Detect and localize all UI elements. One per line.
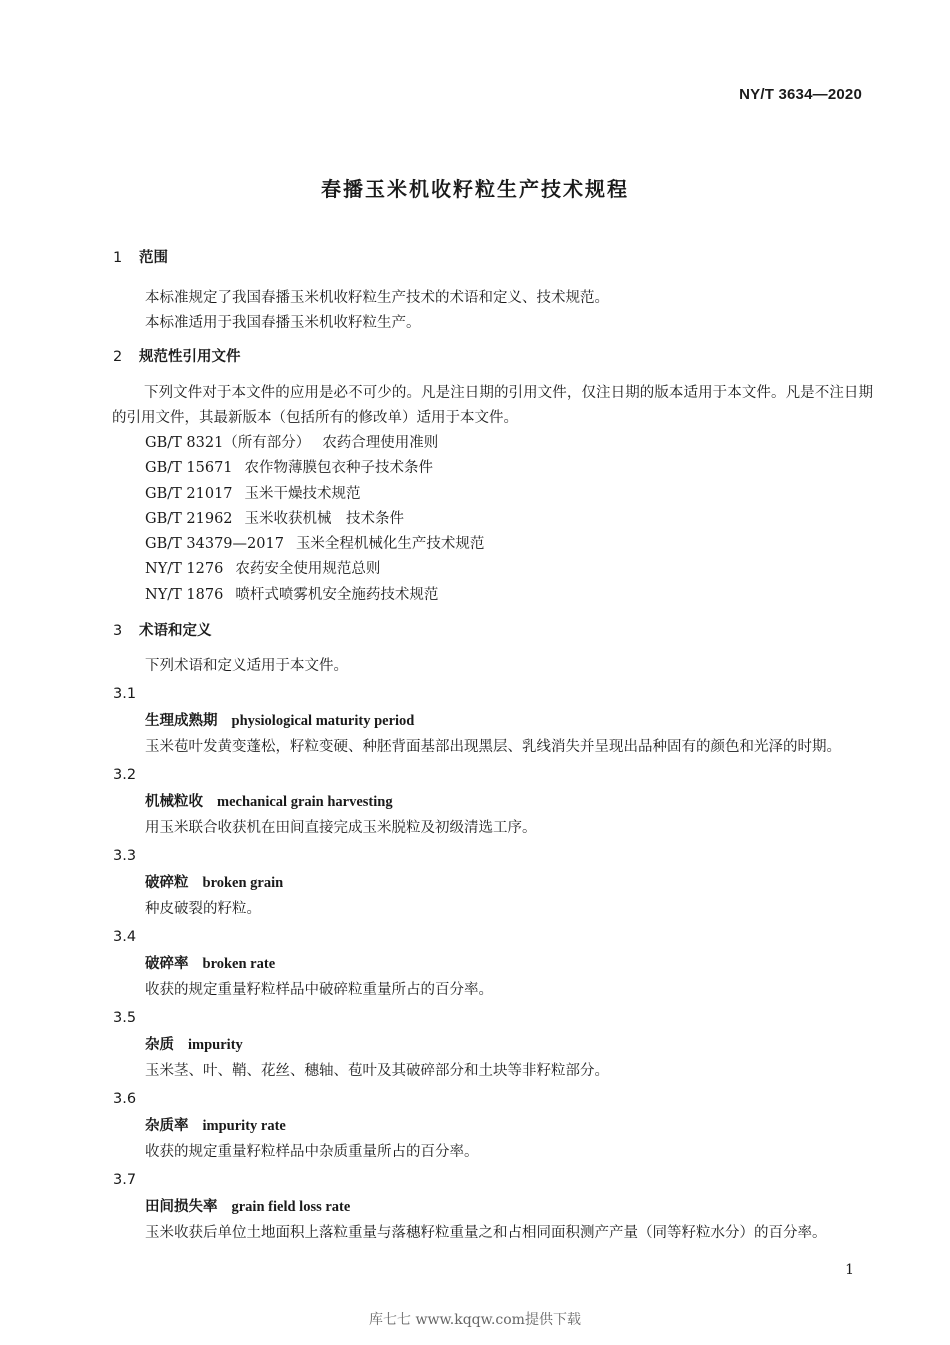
term-entry <box>113 682 873 760</box>
term-name <box>113 869 873 897</box>
reference-code: GB/T 21962 <box>145 510 233 527</box>
term-definition: 种皮破裂的籽粒。 <box>145 901 261 918</box>
section-number: 2 <box>113 349 123 365</box>
paragraph: 本标准适用于我国春播玉米机收籽粒生产。 <box>145 315 421 331</box>
section-heading-references <box>113 345 873 369</box>
document-title: 春播玉米机收籽粒生产技术规程 <box>321 177 629 201</box>
reference-item <box>113 456 873 481</box>
term-definition: 玉米收获后单位土地面积上落粒重量与落穗籽粒重量之和占相同面积测产产量（同等籽粒水分）的百分率。 <box>145 1225 827 1242</box>
term-cn: 机械粒收 <box>145 794 203 811</box>
section-number: 1 <box>113 250 123 266</box>
term-entry <box>113 1087 873 1165</box>
reference-code: GB/T 15671 <box>145 460 233 477</box>
term-definition: 用玉米联合收获机在田间直接完成玉米脱粒及初级清选工序。 <box>145 820 537 837</box>
term-number: 3.7 <box>113 1172 137 1189</box>
term-en: physiological maturity period <box>231 713 415 730</box>
term-number: 3.2 <box>113 767 137 784</box>
section-title: 范围 <box>139 250 168 266</box>
term-entry <box>113 844 873 922</box>
reference-title: 喷杆式喷雾机安全施药技术规范 <box>235 586 439 603</box>
term-number: 3.1 <box>113 686 137 703</box>
term-entry <box>113 1006 873 1084</box>
terms-intro: 下列术语和定义适用于本文件。 <box>145 658 348 675</box>
term-en: grain field loss rate <box>231 1199 351 1216</box>
section-title: 术语和定义 <box>139 623 212 640</box>
reference-list <box>113 431 873 608</box>
term-cn: 田间损失率 <box>145 1199 218 1216</box>
reference-code: NY/T 1876 <box>145 586 224 603</box>
reference-item <box>113 482 873 507</box>
reference-title: 玉米收获机械 技术条件 <box>244 510 405 527</box>
reference-item <box>113 557 873 582</box>
term-number: 3.5 <box>113 1010 137 1027</box>
term-definition: 玉米茎、叶、鞘、花丝、穗轴、苞叶及其破碎部分和土块等非籽粒部分。 <box>145 1063 609 1080</box>
term-entry <box>113 1168 873 1246</box>
reference-title: 农药合理使用准则 <box>322 435 439 451</box>
term-cn: 生理成熟期 <box>145 713 218 730</box>
reference-code: GB/T 21017 <box>145 485 233 502</box>
reference-title: 玉米干燥技术规范 <box>244 485 361 502</box>
term-number: 3.4 <box>113 929 137 946</box>
term-en: impurity rate <box>202 1118 286 1135</box>
reference-title: 农药安全使用规范总则 <box>235 561 381 578</box>
term-name <box>113 1031 873 1059</box>
reference-title: 农作物薄膜包衣种子技术条件 <box>244 460 434 477</box>
term-number: 3.6 <box>113 1091 137 1108</box>
term-definition: 收获的规定重量籽粒样品中破碎粒重量所占的百分率。 <box>145 982 493 999</box>
reference-code: GB/T 8321（所有部分） <box>145 435 311 451</box>
term-name <box>113 1112 873 1140</box>
term-entry <box>113 925 873 1003</box>
term-list <box>113 682 873 1246</box>
term-name <box>113 788 873 816</box>
download-footer: 库七七 www.kqqw.com提供下载 <box>369 1312 581 1328</box>
term-en: mechanical grain harvesting <box>217 794 393 811</box>
reference-item <box>113 583 873 608</box>
term-cn: 破碎粒 <box>145 875 189 892</box>
term-en: broken grain <box>202 875 284 892</box>
reference-code: GB/T 34379—2017 <box>145 536 284 553</box>
paragraph: 本标准规定了我国春播玉米机收籽粒生产技术的术语和定义、技术规范。 <box>145 290 609 306</box>
term-name <box>113 1193 873 1221</box>
reference-item <box>113 532 873 557</box>
term-en: broken rate <box>202 956 276 973</box>
reference-code: NY/T 1276 <box>145 561 224 578</box>
term-definition: 玉米苞叶发黄变蓬松，籽粒变硬、种胚背面基部出现黑层、乳线消失并呈现出品种固有的颜色和光泽的时期。 <box>145 739 841 756</box>
references-intro: 下列文件对于本文件的应用是必不可少的。凡是注日期的引用文件，仅注日期的版本适用于本文件。凡是不注日期的引用文件，其最新版本（包括所有的修改单）适用于本文件。 <box>112 385 873 426</box>
reference-item <box>113 431 873 456</box>
term-entry <box>113 763 873 841</box>
document-body <box>113 246 873 1246</box>
section-title: 规范性引用文件 <box>139 349 241 365</box>
page-number: 1 <box>845 1262 854 1278</box>
reference-title: 玉米全程机械化生产技术规范 <box>295 536 485 553</box>
standard-code: NY/T 3634—2020 <box>739 86 862 103</box>
term-cn: 杂质 <box>145 1037 174 1054</box>
section-heading-scope <box>113 246 873 270</box>
term-name <box>113 707 873 735</box>
section-number: 3 <box>113 623 123 640</box>
term-name <box>113 950 873 978</box>
reference-item <box>113 507 873 532</box>
term-cn: 杂质率 <box>145 1118 189 1135</box>
term-en: impurity <box>188 1037 243 1054</box>
term-cn: 破碎率 <box>145 956 189 973</box>
section-heading-terms <box>113 619 873 643</box>
term-definition: 收获的规定重量籽粒样品中杂质重量所占的百分率。 <box>145 1144 479 1161</box>
term-number: 3.3 <box>113 848 137 865</box>
